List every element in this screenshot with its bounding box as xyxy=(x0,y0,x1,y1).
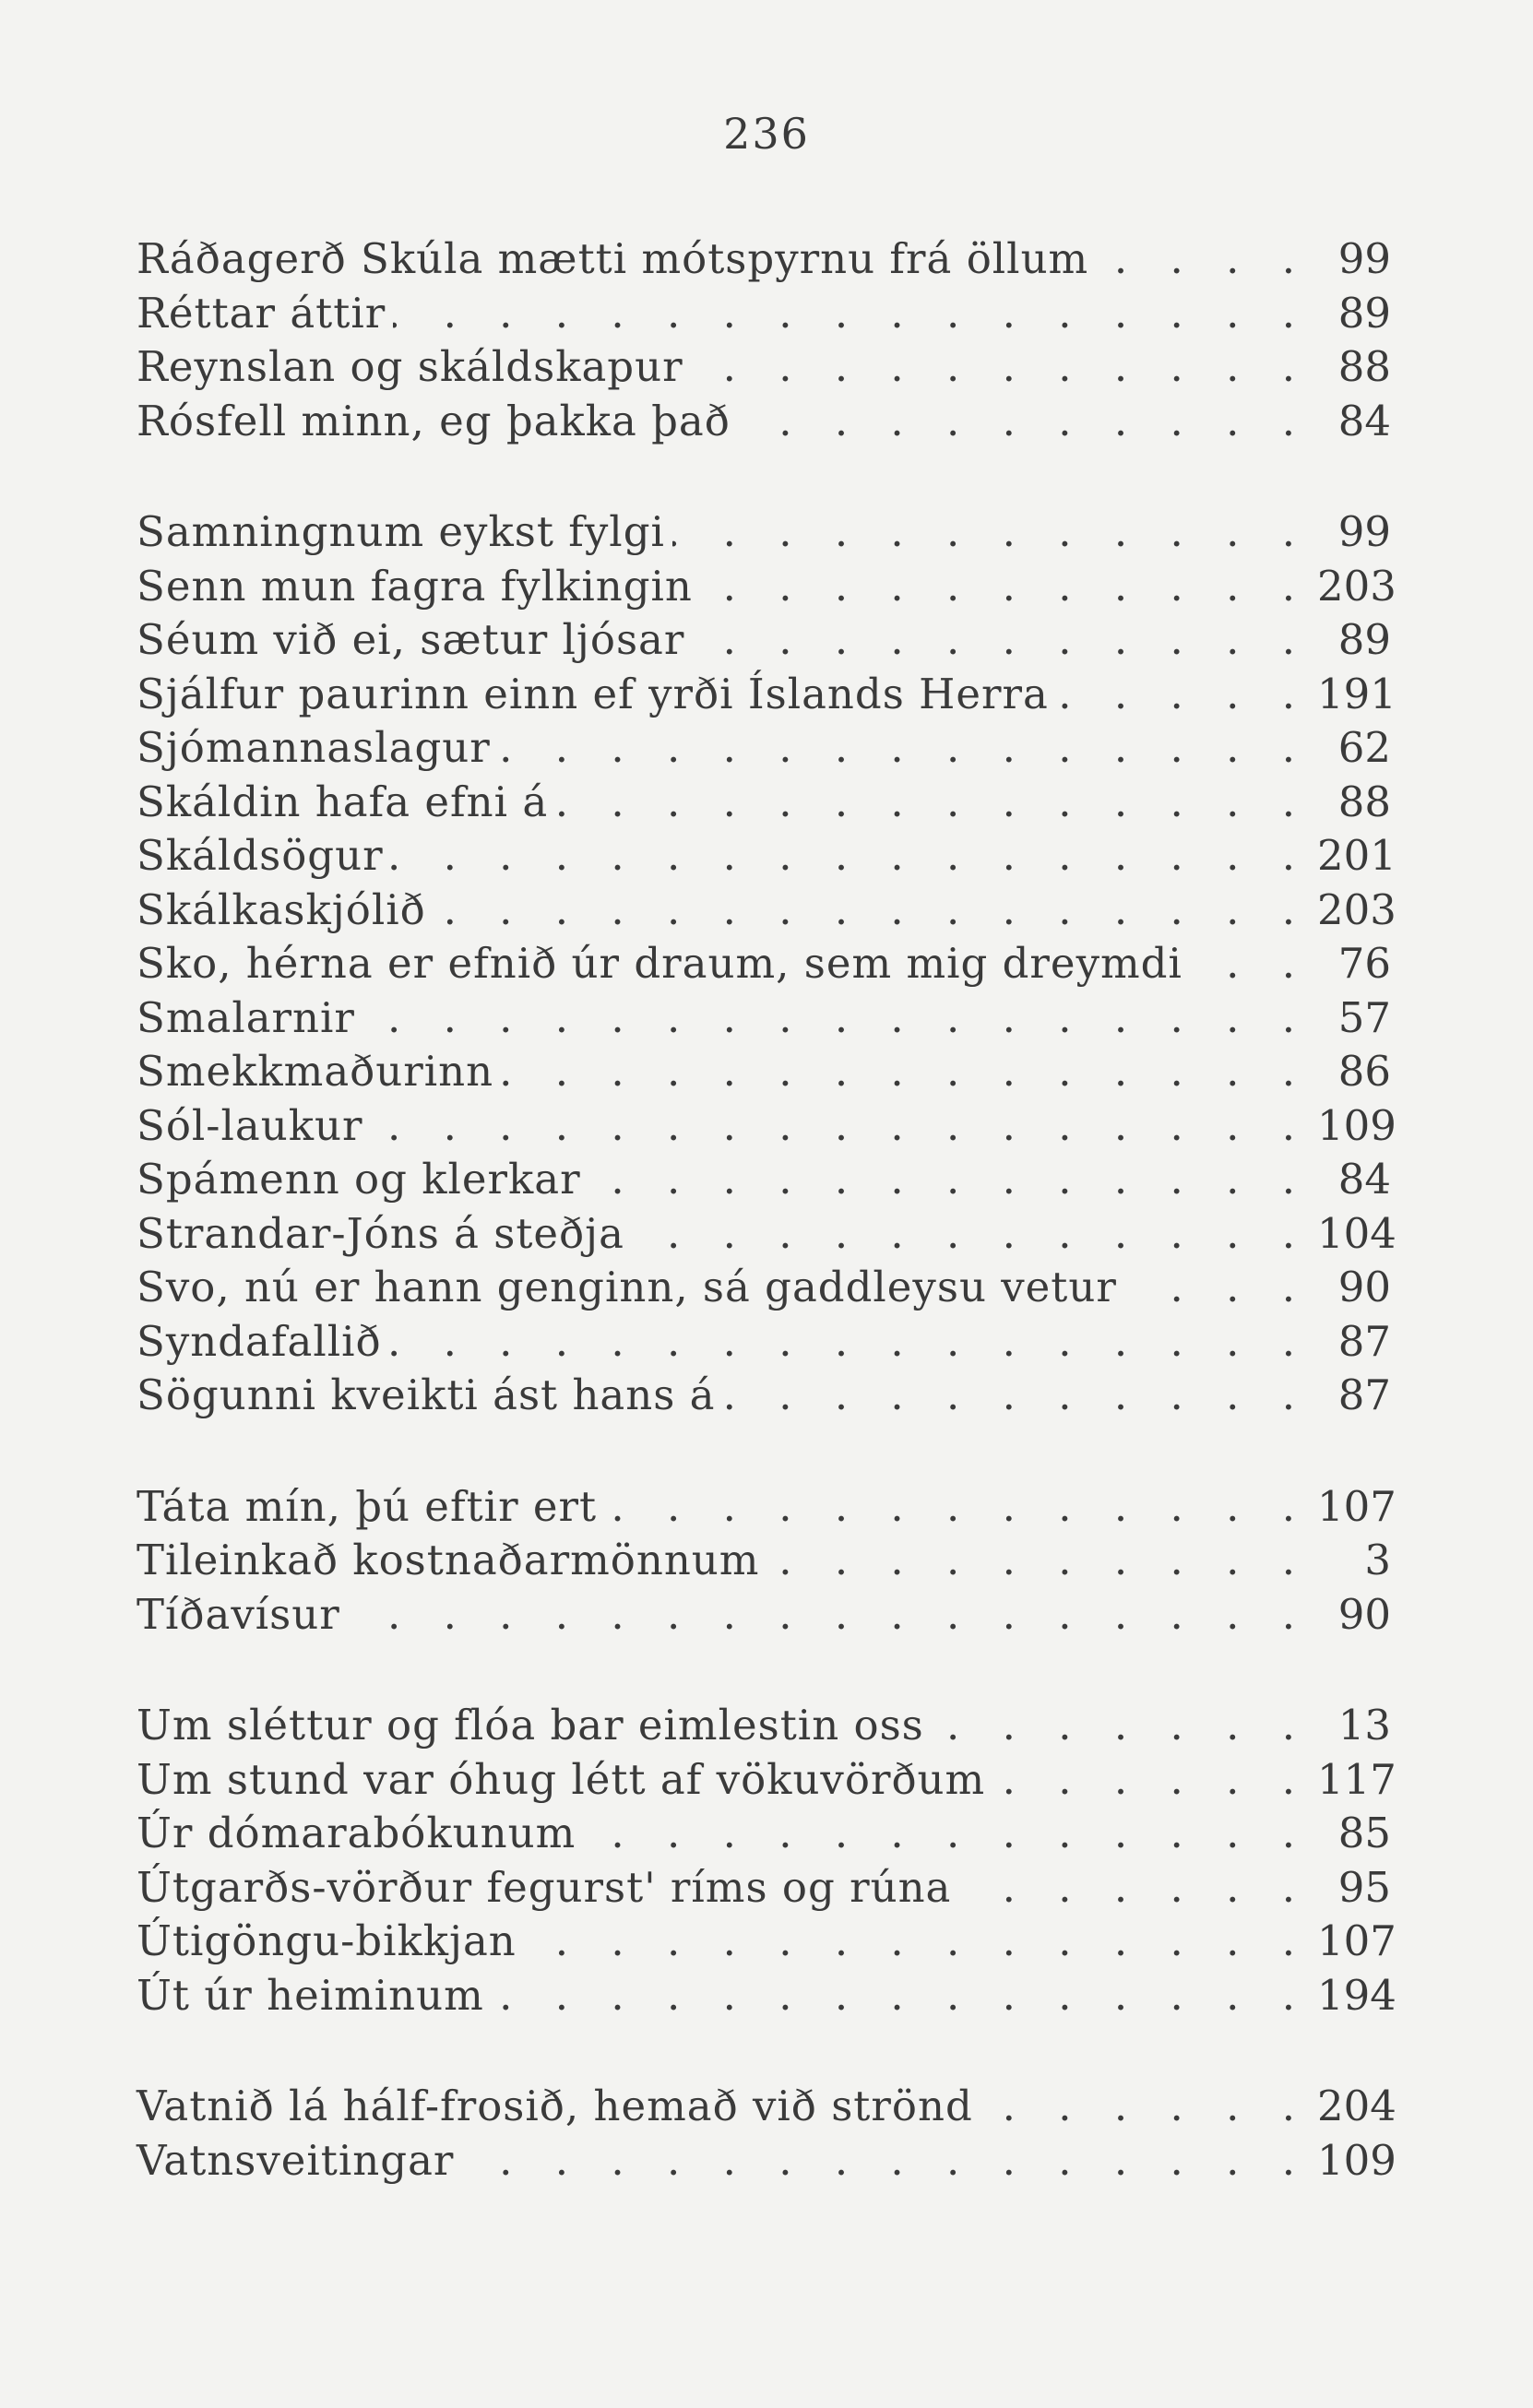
dot-leader xyxy=(391,829,1310,884)
index-entry xyxy=(137,1315,1391,1370)
entry-page: 13 xyxy=(1337,1701,1391,1750)
index-entry xyxy=(137,505,1391,560)
dot-leader xyxy=(738,395,1310,449)
index-entry xyxy=(137,1369,1391,1423)
index-entry xyxy=(137,232,1391,287)
index-entry xyxy=(137,829,1396,884)
entry-page: 89 xyxy=(1337,615,1391,664)
index-entry xyxy=(137,776,1391,830)
index-entry xyxy=(137,287,1391,341)
dot-leader xyxy=(958,1861,1310,1916)
entry-page: 99 xyxy=(1337,234,1391,283)
entry-title: Séum við ei, sætur ljósar xyxy=(137,615,685,664)
entry-page: 95 xyxy=(1337,1862,1391,1912)
index-entry xyxy=(137,1807,1391,1861)
entry-title: Útgarðs-vörður fegurst' ríms og rúna xyxy=(137,1862,952,1912)
dot-leader xyxy=(498,721,1310,776)
entry-title: Smalarnir xyxy=(137,992,355,1042)
title-index xyxy=(137,232,1396,2245)
index-entry xyxy=(137,1699,1391,1753)
entry-page: 104 xyxy=(1317,1208,1396,1258)
index-entry xyxy=(137,1480,1396,1535)
entry-title: Samningnum eykst fylgi xyxy=(137,507,665,556)
entry-page: 191 xyxy=(1317,669,1396,718)
entry-title: Strandar-Jóns á steðja xyxy=(137,1208,624,1258)
entry-page: 3 xyxy=(1364,1536,1391,1584)
index-entry xyxy=(137,2134,1396,2189)
index-entry xyxy=(137,1753,1396,1808)
entry-title: Um stund var óhug létt af vökuvörðum xyxy=(137,1754,986,1804)
dot-leader xyxy=(1056,668,1310,722)
entry-page: 87 xyxy=(1337,1370,1391,1419)
index-entry xyxy=(137,1969,1396,2023)
index-entry xyxy=(137,560,1396,614)
index-entry xyxy=(137,1207,1396,1262)
entry-page: 109 xyxy=(1317,2135,1396,2185)
entry-title: Syndafallið xyxy=(137,1316,382,1366)
dot-leader xyxy=(492,1969,1310,2023)
entry-page: 84 xyxy=(1337,396,1391,445)
dot-leader xyxy=(348,1588,1310,1643)
entry-title: Ráðagerð Skúla mætti mótspyrnu frá öllum xyxy=(137,234,1089,283)
entry-page: 88 xyxy=(1337,342,1391,391)
dot-leader xyxy=(766,1534,1310,1588)
dot-leader xyxy=(980,2080,1310,2134)
index-entry xyxy=(137,2080,1396,2134)
entry-title: Tíðavísur xyxy=(137,1589,340,1639)
index-group-r xyxy=(137,232,1391,448)
index-entry xyxy=(137,668,1396,722)
index-entry xyxy=(137,1915,1396,1969)
dot-leader xyxy=(393,287,1310,341)
entry-page: 57 xyxy=(1337,992,1391,1042)
entry-title: Sól-laukur xyxy=(137,1100,363,1150)
entry-page: 84 xyxy=(1337,1155,1391,1204)
dot-leader xyxy=(1190,937,1310,991)
entry-title: Sögunni kveikti ást hans á xyxy=(137,1370,716,1419)
entry-page: 85 xyxy=(1337,1809,1391,1857)
index-entry xyxy=(137,991,1391,1046)
entry-title: Skáldin hafa efni á xyxy=(137,777,549,826)
entry-title: Útigöngu-bikkjan xyxy=(137,1916,517,1965)
dot-leader xyxy=(932,1699,1310,1753)
index-entry xyxy=(137,1261,1391,1315)
dot-leader xyxy=(461,2134,1310,2189)
entry-page: 86 xyxy=(1337,1047,1391,1096)
entry-title: Sko, hérna er efnið úr draum, sem mig dreymdi xyxy=(137,939,1182,988)
index-entry xyxy=(137,721,1391,776)
entry-title: Um sléttur og flóa bar eimlestin oss xyxy=(137,1701,924,1750)
entry-title: Svo, nú er hann genginn, sá gaddleysu vetur xyxy=(137,1263,1117,1311)
entry-title: Út úr heiminum xyxy=(137,1970,484,2020)
dot-leader xyxy=(588,1153,1310,1207)
entry-page: 90 xyxy=(1337,1263,1391,1311)
entry-page: 90 xyxy=(1337,1589,1391,1639)
dot-leader xyxy=(362,991,1310,1046)
dot-leader xyxy=(501,1045,1310,1099)
dot-leader xyxy=(1096,232,1310,287)
entry-title: Spámenn og klerkar xyxy=(137,1155,581,1204)
dot-leader xyxy=(691,340,1310,395)
entry-page: 201 xyxy=(1317,831,1396,880)
dot-leader xyxy=(700,560,1310,614)
entry-page: 203 xyxy=(1317,884,1396,934)
index-entry xyxy=(137,1153,1391,1207)
entry-page: 194 xyxy=(1317,1970,1396,2020)
index-group-s xyxy=(137,505,1396,1423)
index-entry xyxy=(137,1534,1391,1588)
entry-page: 99 xyxy=(1337,507,1391,556)
dot-leader xyxy=(692,613,1310,668)
entry-title: Rósfell minn, eg þakka það xyxy=(137,396,731,445)
entry-page: 203 xyxy=(1317,561,1396,611)
entry-page: 107 xyxy=(1317,1481,1396,1531)
index-entry xyxy=(137,884,1396,938)
page-number: 236 xyxy=(723,109,810,159)
index-entry xyxy=(137,1099,1396,1154)
dot-leader xyxy=(1124,1261,1310,1315)
entry-title: Smekkmaðurinn xyxy=(137,1047,494,1096)
entry-page: 88 xyxy=(1337,777,1391,826)
entry-title: Vatnsveitingar xyxy=(137,2135,455,2185)
entry-title: Vatnið lá hálf-frosið, hemað við strönd xyxy=(137,2082,973,2130)
index-entry xyxy=(137,1588,1391,1643)
entry-title: Réttar áttir xyxy=(137,288,386,338)
index-group-u xyxy=(137,1699,1396,2022)
dot-leader xyxy=(604,1480,1310,1535)
dot-leader xyxy=(722,1369,1310,1423)
entry-page: 89 xyxy=(1337,288,1391,338)
entry-page: 76 xyxy=(1337,939,1391,988)
dot-leader xyxy=(524,1915,1310,1969)
dot-leader xyxy=(370,1099,1310,1154)
index-entry xyxy=(137,395,1391,449)
entry-page: 109 xyxy=(1317,1100,1396,1150)
entry-title: Skáldsögur xyxy=(137,831,384,880)
dot-leader xyxy=(632,1207,1310,1262)
index-group-v xyxy=(137,2080,1396,2188)
entry-page: 62 xyxy=(1337,723,1391,772)
entry-page: 107 xyxy=(1317,1916,1396,1965)
index-entry xyxy=(137,340,1391,395)
entry-title: Sjálfur paurinn einn ef yrði Íslands Herra xyxy=(137,669,1049,718)
entry-title: Skálkaskjólið xyxy=(137,884,426,934)
entry-page: 117 xyxy=(1317,1754,1396,1804)
index-entry xyxy=(137,1045,1391,1099)
index-entry xyxy=(137,937,1391,991)
dot-leader xyxy=(555,776,1310,830)
dot-leader xyxy=(389,1315,1310,1370)
dot-leader xyxy=(434,884,1310,938)
entry-title: Senn mun fagra fylkingin xyxy=(137,561,693,611)
dot-leader xyxy=(672,505,1310,560)
entry-title: Úr dómarabókunum xyxy=(137,1809,576,1857)
index-entry xyxy=(137,1861,1391,1916)
dot-leader xyxy=(992,1753,1310,1808)
entry-title: Reynslan og skáldskapur xyxy=(137,342,683,391)
index-entry xyxy=(137,613,1391,668)
dot-leader xyxy=(583,1807,1310,1861)
entry-title: Sjómannaslagur xyxy=(137,723,491,772)
index-group-t xyxy=(137,1480,1396,1643)
entry-title: Tileinkað kostnaðarmönnum xyxy=(137,1536,760,1584)
entry-page: 87 xyxy=(1337,1316,1391,1366)
entry-page: 204 xyxy=(1317,2082,1396,2130)
entry-title: Táta mín, þú eftir ert xyxy=(137,1481,598,1531)
